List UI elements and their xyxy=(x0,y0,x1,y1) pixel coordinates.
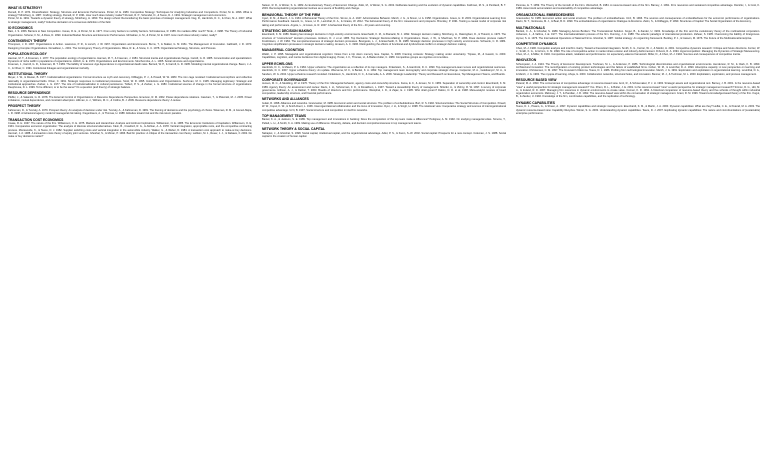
reference-paragraph: Rumelt, R. P. 1974. Diversification: Strategy, Structure and Economic Performance. Porter, M. E. 1980. Competitive Strategy: Techniques for Analyzing Industries and Competitors. Porter, M. E. 1996. What is strategy? Mintzberg, H. 1987. Crafting strategy. Rumelt, R. P. 1991. How much does industry matter? Rumelt, R. P., Schendel, D., & Teece, D. J. 1991. Strategic management and economics. xyxy=(8,10,252,17)
reference-paragraph: Coase, R. H. 1937. The nature of the firm. Williamson, O. E. 1975. Markets and Hierarchies: Analysis and Antitrust Implications. Williamson, O. E. 1985. The Economic Institutions of Capitalism. Williamson, O. E. 1991. Comparative economic organization: The analysis of discrete structural alternatives. Klein, B., Crawford, R. G., & Alchian, A. A. 1978. Vertical integration, appropriable rents, and the competitive contracting process. Monteverde, K., & Teece, D. J. 1982. Supplier switching costs and vertical integration in the automobile industry. Walker, G., & Weber, D. 1984. A transaction cost approach to make-or-buy decisions. Hennart, J.-F. 1988. A transaction costs theory of equity joint ventures. Ghoshal, S., & Moran, P. 1996. Bad for practice: A critique of the transaction cost theory. Leiblein, M. J., Reuer, J. J., & Dalsace, F. 2002. Do make or buy decisions matter? xyxy=(8,122,252,139)
section-heading: COMPETITIVE DYNAMICS xyxy=(516,41,557,46)
section-heading: ORGANIZATIONAL EMBEDDEDNESS xyxy=(516,12,575,17)
reference-paragraph: Eisenhardt, K. M. 1989. Making fast strategic decisions in high-velocity environments. Eisenhardt, K. M., & Zbaracki, M. J. 1992. Strategic decision making. Mintzberg, H., Raisinghani, D., & Théorêt, A. 1976. The structure of "unstructured" decision processes. Hickson, D. J. et al. 1986. Top Decisions: Strategic Decision-Making in Organizations. Dean, J. W., & Sharfman, M. P. 1996. Does decision process matter? Fredrickson, J. W. 1984. The comprehensiveness of strategic decision processes. Bourgeois, L. J., & Eisenhardt, K. M. 1988. Strategic decision processes in high velocity environments. Schwenk, C. R. 1984. Cognitive simplification processes in strategic decision-making. Amason, A. C. 1996. Distinguishing the effects of functional and dysfunctional conflict on strategic decision making. xyxy=(262,33,506,47)
section-heading: NETWORK THEORY & SOCIAL CAPITAL xyxy=(262,126,326,131)
reference-paragraph: Porter, M. E. 1991. Towards a dynamic theory of strategy. Mintzberg, H. 1990. The design school: Reconsidering the basic premises of strategic management. Nag, R., Hambrick, D. C., & Chen, M.-J. 2007. What is strategic management, really? Inductive derivation of a consensus definition of the field. xyxy=(8,17,252,24)
section-heading: TRANSACTION COST ECONOMICS xyxy=(8,117,64,122)
reference-paragraph: Hannan, M. T., & Freeman, J. 1977. The population ecology of organizations. Hannan, M. T., & Freeman, J. 1984. Structural inertia and organizational change. Carroll, G. R. 1985. Concentration and specialization: Dynamics of niche width in populations of organizations. Aldrich, H. E. 1979. Organizations and Environments. Stinchcombe, A. L. 1965. Social structure and organizations. xyxy=(8,56,252,63)
reference-paragraph: Gulati, R. 1998. Alliances and networks. Granovetter, M. 1985. Economic action and social structure: The problem of embeddedness. Burt, R. S. 1992. Structural Holes: The Social Structure of Competition. Powell, W. W., Koput, K. W., & Smith-Doerr, L. 1996. Interorganizational collaboration and the locus of innovation. Dyer, J. H., & Singh, H. 1998. The relational view: Cooperative strategy and sources of interorganizational competitive advantage. Uzzi, B. 1997. Social structure and competition in interfirm networks. xyxy=(262,102,506,112)
reference-paragraph: Nahapiet, J., & Ghoshal, S. 1998. Social capital, intellectual capital, and the organizational advantage. Adler, P. S., & Kwon, S.-W. 2002. Social capital: Prospects for a new concept. Coleman, J. S. 1988. Social capital in the creation of human capital. xyxy=(262,131,506,138)
section-heading: WHAT IS STRATEGY? xyxy=(8,6,43,10)
section-heading: DYNAMIC CAPABILITIES xyxy=(516,100,555,105)
section-heading: CORPORATE GOVERNANCE xyxy=(262,77,308,82)
section-heading: UPPER ECHELONS xyxy=(262,61,293,66)
reference-paragraph: Kahneman, D., & Tversky, A. 1979. Prospect theory: An analysis of decision under risk. Tversky, A., & Kahneman, D. 1981. The framing of decisions and the psychology of choice. Wiseman, R. M., & Gomez-Mejia, L. R. 1998. A behavioral agency model of managerial risk taking. Fiegenbaum, A., & Thomas, H. 1988. Attitudes toward risk and the risk-return paradox. xyxy=(8,109,252,116)
reference-paragraph: Pfeffer, J., & Salancik, G. R. 1978. The External Control of Organizations: A Resource Dependence Perspective. Emerson, R. M. 1962. Power-dependence relations. Casciaro, T., & Piskorski, M. J. 2005. Power imbalance, mutual dependence, and constraint absorption. Hillman, A. J., Withers, M. C., & Collins, B. J. 2009. Resource dependence theory: A review. xyxy=(8,95,252,103)
section-heading: TOP MANAGEMENT TEAMS xyxy=(262,113,307,118)
reference-paragraph: Bantel, K. A., & Jackson, S. E. 1989. Top management and innovations in banking: Does the composition of the top team make a difference? Pettigrew, A. M. 1992. On studying managerial elites. Simons, T., Pelled, L. H., & Smith, K. A. 1999. Making use of difference: Diversity, debate, and decision comprehensiveness in top management teams. xyxy=(262,118,506,125)
reference-paragraph: Bain, J. S. 1956. Barriers to New Competition. Caves, R. E., & Porter, M. E. 1977. From entry barriers to mobility barriers. Schmalensee, R. 1985. Do markets differ much? Tirole, J. 1988. The Theory of Industrial Organization. Scherer, F. M., & Ross, D. 1990. Industrial Market Structure and Economic Performance. McGahan, A. M., & Porter, M. E. 1997. How much does industry matter, really? xyxy=(8,30,252,37)
reading-list-page xyxy=(8,4,760,462)
section-heading: POPULATION ECOLOGY xyxy=(8,51,47,56)
reference-paragraph: Meyer, J. W., & Rowan, B. 1977. Institutionalized organizations: Formal structure as myth and ceremony. DiMaggio, P. J., & Powell, W. W. 1983. The iron cage revisited: Institutional isomorphism and collective rationality in organizational fields. Oliver, C. 1991. Strategic responses to institutional processes. Scott, W. R. 1995. Institutions and Organizations. Suchman, M. C. 1995. Managing legitimacy: Strategic and institutional approaches. Zucker, L. G. 1977. The role of institutionalization in cultural persistence. Tolbert, P. S., & Zucker, L. G. 1983. Institutional sources of change in the formal structure of organizations. Deephouse, D. L. 1999. To be different, or to be the same? It's a question (and theory) of strategic balance. xyxy=(8,76,252,90)
section-heading: NETWORKS AND ALLIANCES xyxy=(262,97,309,102)
section-heading: MANAGERIAL COGNITION xyxy=(262,48,304,53)
reference-paragraph: Walsh, J. P. 1995. Managerial and organizational cognition: Notes from a trip down memory lane. Kaplan, S. 2008. Framing contests: Strategy making under uncertainty. Tripsas, M., & Gavetti, G. 2000. Capabilities, cognition, and inertia: Evidence from digital imaging. Porac, J. F., Thomas, H., & Baden-Fuller, C. 1989. Competitive groups as cognitive communities. xyxy=(262,53,506,60)
text-column-2 xyxy=(262,4,506,462)
reference-paragraph: Freeman, J., Carroll, G. R., & Hannan, M. T. 1983. The liability of newness: Age dependence in organizational death rates. Barnett, W. P., & Carroll, G. R. 1995. Modeling internal organizational change. Baum, J. A. C., & Oliver, C. 1991. Institutional linkages and organizational mortality. xyxy=(8,63,252,70)
reference-paragraph: Granovetter, M. 1985. Economic action and social structure: The problem of embeddedness. Uzzi, B. 1996. The sources and consequences of embeddedness for the economic performance of organizations. Dacin, M. T., Ventresca, M. J., & Beal, B. D. 1999. The embeddedness of organizations: Dialogue & directions. Zukin, S., & DiMaggio, P. 1990. Structures of Capital: The Social Organization of the Economy. xyxy=(516,17,760,24)
text-column-1 xyxy=(8,4,252,462)
section-heading: MULTINATIONALS xyxy=(516,25,545,30)
section-heading: INSTITUTIONAL THEORY xyxy=(8,71,48,76)
reference-paragraph: Bartlett, C. A., & Ghoshal, S. 1989. Managing Across Borders: The Transnational Solution. Kogut, B., & Zander, U. 1993. Knowledge of the firm and the evolutionary theory of the multinational corporation. Johanson, J., & Vahlne, J.-E. 1977. The internationalization process of the firm. Dunning, J. H. 1988. The eclectic paradigm of international production. Zaheer, S. 1995. Overcoming the liability of foreignness. Hymer, S. H. 1976. The International Operations of National Firms. Ghoshal, S. 1987. Global strategy: An organizing framework. Buckley, P. J., & Casson, M. 1976. The Future of the Multinational Enterprise. xyxy=(516,30,760,40)
text-column-3 xyxy=(516,4,760,462)
reference-paragraph: Penrose, E. T. 1959. The Theory of the Growth of the Firm. Wernerfelt, B. 1984. A resource-based view of the firm. Barney, J. 1991. Firm resources and sustained competitive advantage. Dierickx, I., & Cool, K. 1989. Asset stock accumulation and sustainability of competitive advantage. xyxy=(516,4,760,11)
reference-paragraph: Schumpeter, J. A. 1934. The Theory of Economic Development. Tushman, M. L., & Anderson, P. 1986. Technological discontinuities and organizational environments. Henderson, R. M., & Clark, K. B. 1990. Architectural innovation: The reconfiguration of existing product technologies and the failure of established firms. Cohen, W. M., & Levinthal, D. A. 1990. Absorptive capacity: A new perspective on learning and innovation. Christensen, C. M. 1997. The Innovator's Dilemma. Teece, D. J. 1986. Profiting from technological innovation. March, J. G. 1991. Exploration and exploitation in organizational learning. Levinthal, D. A., & March, J. G. 1993. The myopia of learning. Ahuja, G. 2000. Collaboration networks, structural holes, and innovation. Benner, M. J., & Tushman, M. L. 2003. Exploitation, exploration, and process management. xyxy=(516,62,760,76)
section-heading: STRATEGIC DECISION MAKING xyxy=(262,28,312,33)
section-heading: RESOURCE DEPENDENCE xyxy=(8,91,51,96)
section-heading: RESOURCE BASED VIEW xyxy=(516,77,557,82)
reference-paragraph: Nelson, R. R., & Winter, S. G. 1982. An Evolutionary Theory of Economic Change. Zollo, M., & Winter, S. G. 2002. Deliberate learning and the evolution of dynamic capabilities. Feldman, M. S., & Pentland, B. T. 2003. Reconceptualizing organizational routines as a source of flexibility and change. xyxy=(262,4,506,11)
section-heading: BEHAVIORAL THEORY OF THE FIRM xyxy=(262,12,320,17)
reference-paragraph: Teece, D. J., Pisano, G., & Shuen, A. 1997. Dynamic capabilities and strategic management. Eisenhardt, K. M., & Martin, J. A. 2000. Dynamic capabilities: What are they? Helfat, C. E., & Peteraf, M. A. 2003. The dynamic resource-based view: Capability lifecycles. Winter, S. G. 2003. Understanding dynamic capabilities. Teece, D. J. 2007. Explicating dynamic capabilities: The nature and microfoundations of (sustainable) enterprise performance. xyxy=(516,105,760,115)
reference-paragraph: Chen, M.-J. 1996. Competitor analysis and interfirm rivalry: Toward a theoretical integration. Smith, K. G., Ferrier, W. J., & Ndofor, H. 2001. Competitive dynamics research: Critique and future directions. Ferrier, W. J., Smith, K. G., & Grimm, C. M. 1999. The role of competitive action in market share erosion and industry dethronement. D'Aveni, R. A. 1994. Hypercompetition: Managing the Dynamics of Strategic Maneuvering. Chen, M.-J., & Miller, D. 1994. Competitive attack, retaliation and performance: An expectancy-valence framework. Miller, D., & Chen, M.-J. 1994. Sources and consequences of competitive inertia. xyxy=(516,46,760,57)
reference-paragraph: Cyert, R. M., & March, J. G. 1963. A Behavioral Theory of the Firm. Simon, H. A. 1947. Administrative Behavior. March, J. G., & Simon, H. A. 1958. Organizations. Greve, H. R. 2003. Organizational Learning from Performance Feedback. Gavetti, G., Greve, H. R., Levinthal, D. A., & Ocasio, W. 2012. The behavioral theory of the firm: Assessment and prospects. Bromiley, P. 1991. Testing a causal model of corporate risk taking and performance. Argote, L., & Greve, H. R. 2007. A behavioral theory of the firm - 40 years and counting. xyxy=(262,17,506,27)
section-heading: IO ECONOMICS xyxy=(8,25,33,30)
section-heading: PROSPECT THEORY xyxy=(8,104,41,109)
reference-paragraph: Jensen, M. C., & Meckling, W. H. 1976. Theory of the firm: Managerial behavior, agency costs and ownership structure. Fama, E. F., & Jensen, M. C. 1983. Separation of ownership and control. Eisenhardt, K. M. 1989. Agency theory: An assessment and review. Davis, J. H., Schoorman, F. D., & Donaldson, L. 1997. Toward a stewardship theory of management. Shleifer, A., & Vishny, R. W. 1997. A survey of corporate governance. Hillman, A. J., & Dalziel, T. 2003. Boards of directors and firm performance. Westphal, J. D., & Zajac, E. J. 1995. Who shall govern? Dalton, D. R. et al. 1998. Meta-analytic reviews of board composition, leadership structure, and financial performance. xyxy=(262,82,506,96)
section-heading: CONTINGENCY THEORY xyxy=(8,38,47,43)
reference-paragraph: Thompson, J. D. 1967. Organizations in Action. Lawrence, P. R., & Lorsch, J. W. 1967. Organization and Environment. Burns, T., & Stalker, G. M. 1961. The Management of Innovation. Galbraith, J. R. 1973. Designing Complex Organizations. Donaldson, L. 2001. The Contingency Theory of Organizations. Miles, R. E., & Snow, C. C. 1978. Organizational Strategy, Structure, and Process. xyxy=(8,43,252,50)
reference-paragraph: Peteraf, M. A. 1993. The cornerstones of competitive advantage: A resource-based view. Amit, R., & Schoemaker, P. J. H. 1993. Strategic assets and organizational rent. Barney, J. B. 2001. Is the resource-based "view" a useful perspective for strategic management research? Yes. Priem, R. L., & Butler, J. E. 2001. Is the resource-based "view" a useful perspective for strategic management research? Sirmon, D. G., Hitt, M. A., & Ireland, R. D. 2007. Managing firm resources in dynamic environments to create value. Conner, K. R. 1991. A historical comparison of resource-based theory and five schools of thought within industrial organization economics. Mahoney, J. T., & Pandian, J. R. 1992. The resource-based view within the conversation of strategic management. Grant, R. M. 1996. Toward a knowledge-based theory of the firm. Kogut, B., & Zander, U. 1992. Knowledge of the firm, combinative capabilities, and the replication of technology. xyxy=(516,82,760,99)
reference-paragraph: Hambrick, D. C., & Mason, P. A. 1984. Upper echelons: The organization as a reflection of its top managers. Finkelstein, S., & Hambrick, D. C. 1990. Top-management-team tenure and organizational outcomes. Hambrick, D. C. 2007. Upper echelons theory: An update. Wiersema, M. F., & Bantel, K. A. 1992. Top management team demography and corporate strategic change. Carpenter, M. A., Geletkanycz, M. A., & Sanders, W. G. 2004. Upper echelons research revisited. Finkelstein, S., Hambrick, D. C., & Cannella, A. A. 2009. Strategic Leadership: Theory and Research on Executives, Top Management Teams, and Boards. xyxy=(262,66,506,76)
section-heading: INNOVATION xyxy=(516,58,537,63)
